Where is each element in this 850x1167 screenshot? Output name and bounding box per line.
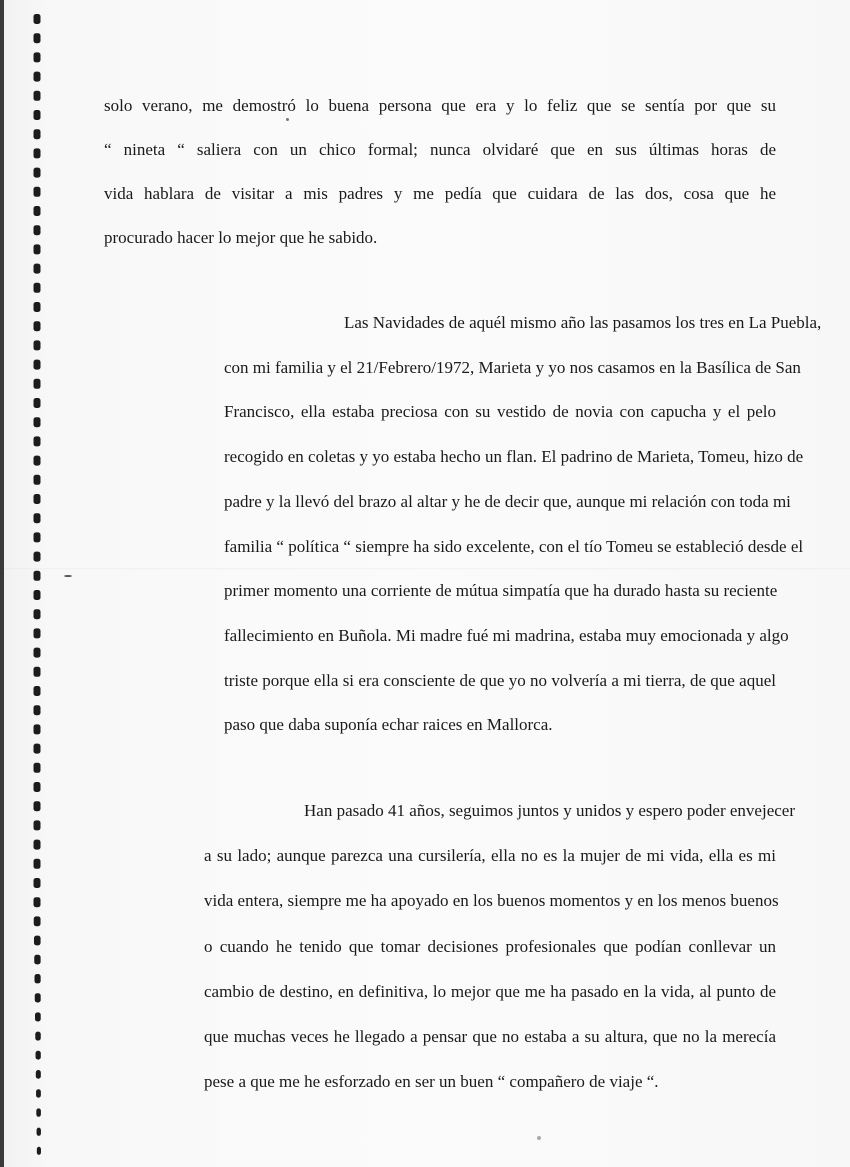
binding-hole <box>34 148 41 158</box>
text-line: Las Navidades de aquél mismo año las pasamos los tres en La Puebla, <box>344 313 822 332</box>
binding-hole <box>34 72 41 82</box>
binding-hole <box>34 436 41 446</box>
binding-hole <box>34 571 41 581</box>
binding-hole <box>36 1070 41 1079</box>
binding-hole <box>36 1089 41 1098</box>
binding-hole <box>34 168 41 178</box>
binding-hole <box>34 398 41 408</box>
text-line: a su lado; aunque parezca una cursilería, ella no es la mujer de mi vida, ella es mi <box>204 846 776 866</box>
text-line: paso que daba suponía echar raices en Mallorca. <box>224 715 553 735</box>
binding-hole <box>34 91 41 101</box>
document-body <box>104 84 822 1104</box>
binding-hole <box>34 283 41 293</box>
text-line: procurado hacer lo mejor que he sabido. <box>104 228 378 247</box>
text-line: Han pasado 41 años, seguimos juntos y unidos y espero poder envejecer <box>304 801 795 821</box>
binding-hole <box>34 628 41 638</box>
text-line: “ nineta “ saliera con un chico formal; nunca olvidaré que en sus últimas horas de <box>104 140 776 159</box>
binding-hole <box>35 993 41 1002</box>
text-line: pese a que me he esforzado en ser un buen “ compañero de viaje “. <box>204 1072 659 1092</box>
binding-hole <box>34 705 41 715</box>
binding-hole <box>34 475 41 485</box>
text-line: recogido en coletas y yo estaba hecho un flan. El padrino de Marieta, Tomeu, hizo de <box>224 447 804 467</box>
binding-hole <box>34 417 41 427</box>
binding-hole <box>34 33 41 43</box>
binding-hole <box>34 897 41 907</box>
binding-hole <box>34 648 41 658</box>
text-line: vida entera, siempre me ha apoyado en los buenos momentos y en los menos buenos <box>204 891 779 911</box>
binding-hole <box>34 513 41 523</box>
binding-hole <box>34 360 41 370</box>
binding-hole <box>34 936 41 946</box>
binding-hole <box>34 110 41 120</box>
binding-hole <box>34 129 41 139</box>
binding-hole <box>34 859 41 869</box>
text-line: fallecimiento en Buñola. Mi madre fué mi madrina, estaba muy emocionada y algo <box>224 625 789 645</box>
binding-hole <box>34 763 41 773</box>
binding-hole <box>34 974 40 983</box>
binding-hole <box>34 14 41 24</box>
binding-hole <box>34 724 41 734</box>
binding-hole <box>34 686 41 696</box>
binding-hole <box>34 667 41 677</box>
paper-speck <box>537 1136 541 1140</box>
text-line: cambio de destino, en definitiva, lo mejor que me ha pasado en la vida, al punto de <box>204 981 776 1001</box>
binding-hole <box>34 609 41 619</box>
text-line: primer momento una corriente de mútua simpatía que ha durado hasta su reciente <box>224 581 778 601</box>
binding-hole <box>34 302 41 312</box>
binding-hole <box>37 1128 41 1136</box>
binding-hole <box>34 590 41 600</box>
binding-hole <box>34 801 41 811</box>
binding-hole <box>34 456 41 466</box>
binding-hole <box>34 916 41 926</box>
paper-speck <box>64 575 72 577</box>
binding-hole <box>34 321 41 331</box>
binding-hole <box>34 878 41 888</box>
binding-hole <box>34 264 41 274</box>
binding-hole <box>34 206 41 216</box>
binding-hole <box>34 52 41 62</box>
binding-hole <box>34 782 41 792</box>
text-line: triste porque ella si era consciente de que yo no volvería a mi tierra, de que aquel <box>224 670 776 690</box>
binding-hole <box>37 1147 41 1155</box>
binding-hole <box>36 1108 41 1116</box>
text-line: padre y la llevó del brazo al altar y he de decir que, aunque mi relación con toda mi <box>224 491 791 511</box>
binding-hole <box>35 1032 40 1041</box>
binding-hole <box>34 820 41 830</box>
binding-hole <box>34 744 41 754</box>
binding-hole <box>34 379 41 389</box>
paragraph-2 <box>104 301 822 748</box>
binding-hole <box>34 244 41 254</box>
paragraph-3 <box>104 788 795 1104</box>
paragraph-1 <box>104 84 776 260</box>
binding-hole <box>34 187 41 197</box>
binding-hole <box>34 552 41 562</box>
text-line: familia “ política “ siempre ha sido excelente, con el tío Tomeu se estableció desde el <box>224 536 804 556</box>
text-line: con mi familia y el 21/Febrero/1972, Marieta y yo nos casamos en la Basílica de San <box>224 357 801 377</box>
text-line: solo verano, me demostró lo buena persona que era y lo feliz que se sentía por que su <box>104 96 776 115</box>
binding-hole <box>34 340 41 350</box>
text-line: o cuando he tenido que tomar decisiones profesionales que podían conllevar un <box>204 936 776 956</box>
text-line: que muchas veces he llegado a pensar que no estaba a su altura, que no la merecía <box>204 1027 776 1047</box>
binding-hole <box>34 494 41 504</box>
binding-hole <box>34 532 41 542</box>
binding-hole <box>34 225 41 235</box>
binding-hole <box>34 955 40 965</box>
text-line: vida hablara de visitar a mis padres y me pedía que cuidara de las dos, cosa que he <box>104 184 776 203</box>
binding-hole <box>34 840 41 850</box>
text-line: Francisco, ella estaba preciosa con su vestido de novia con capucha y el pelo <box>224 402 776 422</box>
binding-hole <box>35 1012 41 1021</box>
binding-hole <box>36 1051 41 1060</box>
spiral-binding-holes <box>0 0 60 1167</box>
